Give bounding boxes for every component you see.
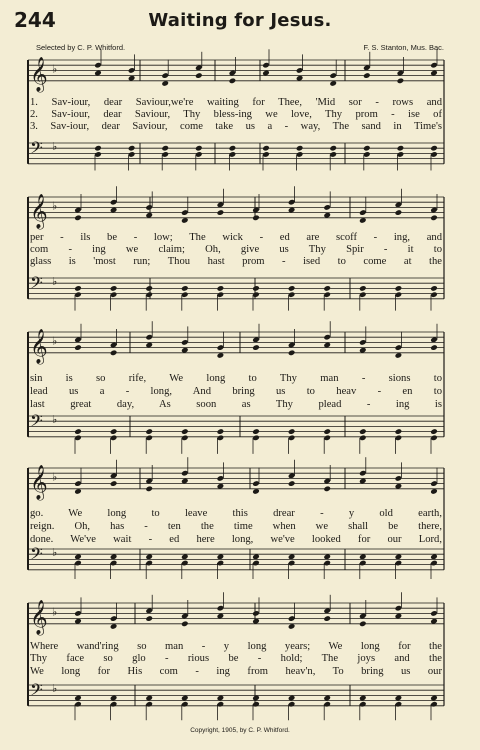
note-head bbox=[359, 428, 367, 435]
flat-key-icon: ♭ bbox=[52, 140, 58, 154]
note-head bbox=[145, 428, 153, 435]
note-head bbox=[181, 285, 189, 292]
flat-key-icon: ♭ bbox=[52, 470, 58, 484]
note-head bbox=[252, 428, 260, 435]
lyric-line: lead us a - long, And bring us to heav - en to bbox=[30, 386, 442, 397]
note-head bbox=[252, 285, 260, 292]
note-head bbox=[161, 145, 169, 152]
flat-key-icon: ♭ bbox=[52, 334, 58, 348]
note-head bbox=[229, 78, 237, 85]
words-credit: Selected by C. P. Whitford. bbox=[36, 43, 126, 52]
lyric-line: 2. Sav-iour, dear Saviour, Thy bless-ing we love, Thy prom - ise of bbox=[30, 109, 442, 120]
lyric-line: Thy face so glo - rious be - hold; The joys and the bbox=[30, 653, 442, 664]
note-head bbox=[195, 72, 203, 79]
flat-key-icon: ♭ bbox=[52, 275, 58, 289]
lyric-line: Where wand'ring so man - y long years; We long for the bbox=[30, 641, 442, 652]
treble-clef-icon: 𝄞 bbox=[30, 599, 48, 635]
treble-clef-icon: 𝄞 bbox=[30, 193, 48, 229]
bass-clef-icon: 𝄢 bbox=[30, 272, 43, 297]
note-head bbox=[181, 621, 189, 628]
note-head bbox=[110, 428, 118, 435]
lyric-line: go. We long to leave this drear - y old earth, bbox=[30, 508, 442, 519]
page-number: 244 bbox=[14, 8, 56, 32]
note-head bbox=[145, 615, 153, 622]
note-head bbox=[74, 344, 82, 351]
flat-key-icon: ♭ bbox=[52, 62, 58, 76]
note-head bbox=[110, 285, 118, 292]
bass-clef-icon: 𝄢 bbox=[30, 679, 43, 704]
lyric-line: 3. Sav-iour, dear Saviour, come take us a - way, The sand in Time's bbox=[30, 121, 442, 132]
flat-key-icon: ♭ bbox=[52, 413, 58, 427]
note-head bbox=[323, 615, 331, 622]
flat-key-icon: ♭ bbox=[52, 546, 58, 560]
note-head bbox=[252, 344, 260, 351]
treble-clef-icon: 𝄞 bbox=[30, 464, 48, 500]
note-head bbox=[74, 285, 82, 292]
flat-key-icon: ♭ bbox=[52, 199, 58, 213]
note-head bbox=[195, 145, 203, 152]
note-head bbox=[288, 428, 296, 435]
note-head bbox=[430, 428, 438, 435]
note-head bbox=[74, 428, 82, 435]
bass-clef-icon: 𝄢 bbox=[30, 410, 43, 435]
note-head bbox=[363, 72, 371, 79]
note-head bbox=[395, 209, 403, 216]
note-head bbox=[323, 486, 331, 493]
bass-clef-icon: 𝄢 bbox=[30, 543, 43, 568]
note-head bbox=[262, 145, 270, 152]
note-head bbox=[145, 486, 153, 493]
lyric-line: sin is so rife, We long to Thy man - sions to bbox=[30, 373, 442, 384]
note-head bbox=[430, 344, 438, 351]
note-head bbox=[288, 350, 296, 357]
note-head bbox=[74, 215, 82, 222]
note-head bbox=[181, 428, 189, 435]
note-head bbox=[217, 428, 225, 435]
note-head bbox=[128, 145, 136, 152]
lyric-line: done. We've wait - ed here long, we've looked for our Lord, bbox=[30, 534, 442, 545]
copyright-notice: Copyright, 1905, by C. P. Whitford. bbox=[190, 727, 290, 734]
note-head bbox=[296, 145, 304, 152]
bass-clef-icon: 𝄢 bbox=[30, 137, 43, 162]
lyric-line: last great day, As soon as Thy plead - ing is bbox=[30, 399, 442, 410]
note-head bbox=[217, 285, 225, 292]
lyric-line: 1. Sav-iour, dear Saviour,we're waiting for Thee, 'Mid sor - rows and bbox=[30, 97, 442, 108]
lyric-line: We long for His com - ing from heav'n, To bring us our bbox=[30, 666, 442, 677]
note-head bbox=[395, 285, 403, 292]
lyric-line: glass is 'most run; Thou hast prom - ised to come at the bbox=[30, 256, 442, 267]
lyric-line: per - ils be - low; The wick - ed are scoff - ing, and bbox=[30, 232, 442, 243]
note-head bbox=[430, 145, 438, 152]
lyric-line: com - ing we claim; Oh, give us Thy Spir - it to bbox=[30, 244, 442, 255]
note-head bbox=[288, 480, 296, 487]
note-head bbox=[397, 78, 405, 85]
note-head bbox=[229, 145, 237, 152]
treble-clef-icon: 𝄞 bbox=[30, 56, 48, 92]
note-head bbox=[359, 285, 367, 292]
treble-clef-icon: 𝄞 bbox=[30, 328, 48, 364]
flat-key-icon: ♭ bbox=[52, 682, 58, 696]
lyric-line: reign. Oh, has - ten the time when we shall be there, bbox=[30, 521, 442, 532]
note-head bbox=[329, 145, 337, 152]
note-head bbox=[288, 285, 296, 292]
note-head bbox=[145, 285, 153, 292]
music-credit: F. S. Stanton, Mus. Bac. bbox=[363, 43, 444, 52]
note-head bbox=[395, 428, 403, 435]
note-head bbox=[110, 350, 118, 357]
note-head bbox=[110, 480, 118, 487]
note-head bbox=[252, 215, 260, 222]
note-head bbox=[397, 145, 405, 152]
note-head bbox=[94, 145, 102, 152]
note-head bbox=[430, 215, 438, 222]
note-head bbox=[359, 621, 367, 628]
hymn-title: Waiting for Jesus. bbox=[148, 10, 332, 31]
note-head bbox=[363, 145, 371, 152]
note-head bbox=[430, 285, 438, 292]
note-head bbox=[323, 428, 331, 435]
flat-key-icon: ♭ bbox=[52, 605, 58, 619]
note-head bbox=[217, 209, 225, 216]
note-head bbox=[323, 285, 331, 292]
